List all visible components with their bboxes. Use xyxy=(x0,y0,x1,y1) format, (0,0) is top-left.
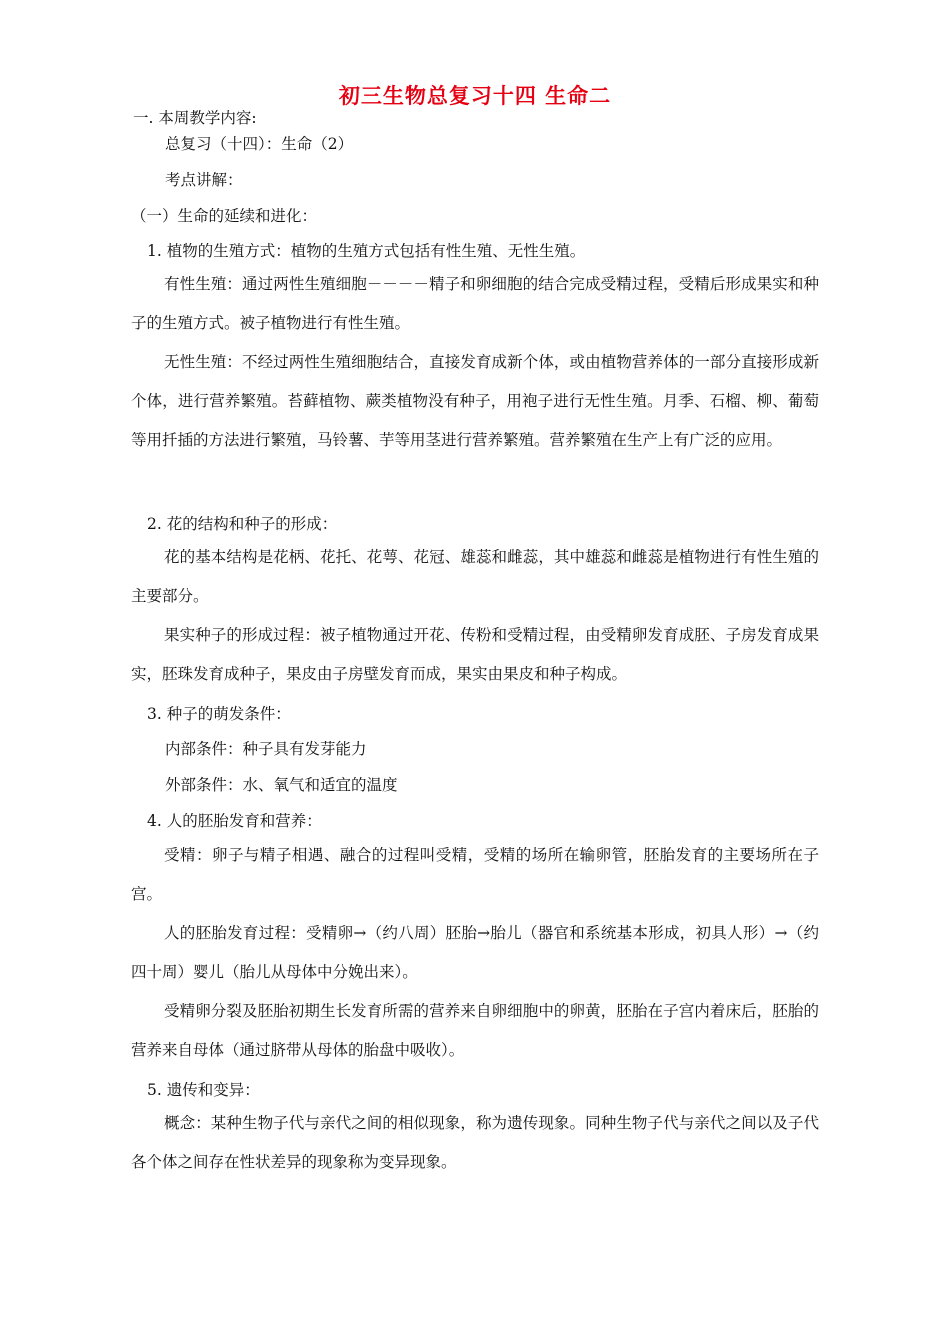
paragraph-embryo-process: 人的胚胎发育过程：受精卵→（约八周）胚胎→胎儿（器官和系统基本形成，初具人形）→（约四十周）婴儿（胎儿从母体中分娩出来）。 xyxy=(131,924,819,981)
paragraph-concept: 概念：某种生物子代与亲代之间的相似现象，称为遗传现象。同种生物子代与亲代之间以及子代各个体之间存在性状差异的现象称为变异现象。 xyxy=(131,1114,819,1171)
paragraph-sexual-reproduction: 有性生殖：通过两性生殖细胞－－－－精子和卵细胞的结合完成受精过程，受精后形成果实和种子的生殖方式。被子植物进行有性生殖。 xyxy=(131,275,819,332)
item-plant-reproduction: 1. 植物的生殖方式：植物的生殖方式包括有性生殖、无性生殖。 xyxy=(147,242,586,260)
paragraph-fertilization: 受精：卵子与精子相遇、融合的过程叫受精，受精的场所在输卵管，胚胎发育的主要场所在子宫。 xyxy=(131,846,819,903)
item-seed-germination: 3. 种子的萌发条件： xyxy=(147,705,291,723)
paragraph-asexual-reproduction: 无性生殖：不经过两性生殖细胞结合，直接发育成新个体，或由植物营养体的一部分直接形成新个体，进行营养繁殖。苔藓植物、蕨类植物没有种子，用袍子进行无性生殖。月季、石榴、柳、葡萄等用扦插的方法进行繁殖，马铃薯、芋等用茎进行营养繁殖。营养繁殖在生产上有广泛的应用。 xyxy=(131,353,819,449)
paragraph-fruit-formation: 果实种子的形成过程：被子植物通过开花、传粉和受精过程，由受精卵发育成胚、子房发育成果实，胚珠发育成种子，果皮由子房壁发育而成，果实由果皮和种子构成。 xyxy=(131,626,819,683)
item-flower-structure: 2. 花的结构和种子的形成： xyxy=(147,515,338,533)
paragraph-embryo-nutrition: 受精卵分裂及胚胎初期生长发育所需的营养来自卵细胞中的卵黄，胚胎在子宫内着床后，胚胎的营养来自母体（通过脐带从母体的胎盘中吸收）。 xyxy=(131,1002,819,1059)
item-embryo-development: 4. 人的胚胎发育和营养： xyxy=(147,812,322,830)
internal-conditions: 内部条件：种子具有发芽能力 xyxy=(165,740,367,758)
review-subtitle: 总复习（十四）：生命（2） xyxy=(165,135,354,153)
page-title: 初三生物总复习十四 生命二 xyxy=(338,84,612,108)
paragraph-flower-structure: 花的基本结构是花柄、花托、花萼、花冠、雄蕊和雌蕊，其中雄蕊和雌蕊是植物进行有性生殖的主要部分。 xyxy=(131,548,819,605)
item-heredity-variation: 5. 遗传和变异： xyxy=(147,1081,260,1099)
section-heading-continuation: （一）生命的延续和进化： xyxy=(131,207,318,225)
exam-points-label: 考点讲解： xyxy=(165,171,243,189)
section-heading-contents: 一. 本周教学内容: xyxy=(133,109,257,127)
external-conditions: 外部条件：水、氧气和适宜的温度 xyxy=(165,776,398,794)
